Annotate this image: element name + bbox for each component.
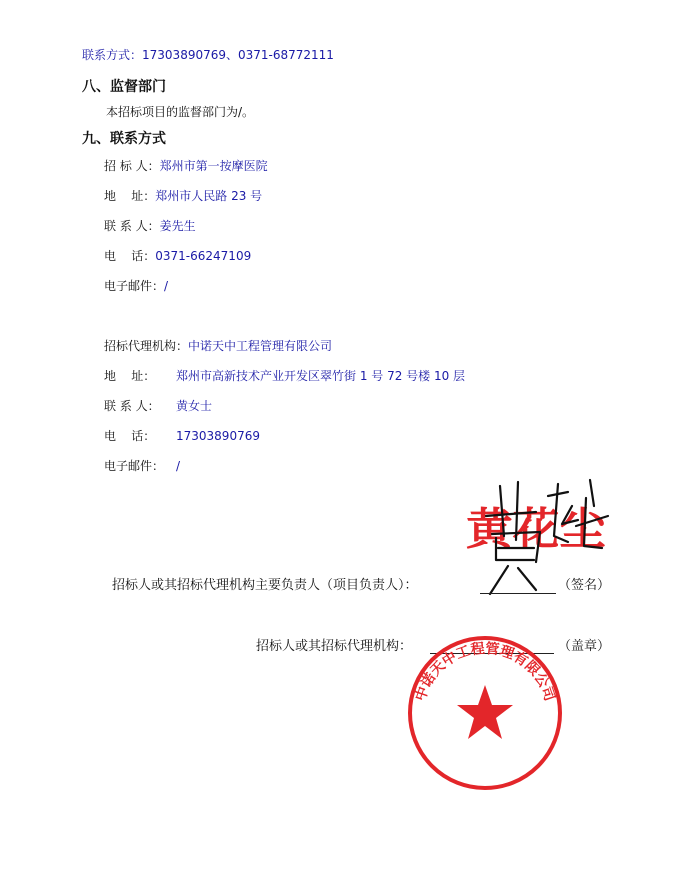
agency-contact-row	[104, 398, 212, 414]
tenderer-address-row	[104, 188, 262, 204]
signature-line-2-label: 招标人或其招标代理机构：	[256, 639, 413, 654]
tenderer-name-label: 招 标 人：	[104, 159, 160, 173]
signature-line-1-label: 招标人或其招标代理机构主要负责人（项目负责人）：	[112, 578, 418, 593]
section-9-title: 九、联系方式	[82, 131, 166, 147]
top-contact-line	[82, 47, 334, 63]
top-contact-value: 17303890769、0371-68772111	[142, 48, 334, 62]
tenderer-contact: 姜先生	[159, 219, 196, 233]
agency-phone-label: 电 话：	[104, 429, 156, 443]
tenderer-address: 郑州市人民路 23 号	[155, 189, 263, 203]
agency-contact-label: 联 系 人：	[104, 399, 160, 413]
agency-email-label: 电子邮件：	[104, 459, 165, 473]
agency-name: 中诺天中工程管理有限公司	[188, 339, 333, 353]
seal-text: 中诺天中工程管理有限公司	[412, 640, 558, 704]
section-8-text: 本招标项目的监督部门为/。	[106, 105, 255, 119]
agency-email-row	[104, 458, 180, 474]
tenderer-phone-row	[104, 248, 251, 264]
tenderer-email: /	[164, 279, 169, 293]
tenderer-phone: 0371-66247109	[155, 249, 252, 263]
agency-address: 郑州市高新技术产业开发区翠竹街 1 号 72 号楼 10 层	[176, 369, 466, 383]
tenderer-phone-label: 电 话：	[104, 249, 156, 263]
tenderer-address-label: 地 址：	[104, 189, 156, 203]
company-seal	[405, 633, 565, 793]
agency-phone-row	[104, 428, 260, 444]
tenderer-name-row	[104, 158, 268, 174]
signature-line-1-suffix: （签名）	[558, 578, 611, 593]
tenderer-email-row	[104, 278, 168, 294]
name-stamp-text: 黄花尘	[466, 504, 606, 555]
agency-phone: 17303890769	[176, 429, 260, 443]
agency-email: /	[176, 459, 181, 473]
agency-contact: 黄女士	[176, 399, 213, 413]
top-contact-label: 联系方式：	[82, 48, 143, 62]
signature-line-2-suffix: （盖章）	[558, 639, 611, 654]
tenderer-contact-row	[104, 218, 196, 234]
section-8-title: 八、监督部门	[82, 79, 166, 95]
seal-star-icon	[457, 685, 513, 739]
agency-name-label: 招标代理机构：	[104, 339, 189, 353]
tenderer-name: 郑州市第一按摩医院	[159, 159, 268, 173]
tenderer-contact-label: 联 系 人：	[104, 219, 160, 233]
agency-address-label: 地 址：	[104, 369, 156, 383]
agency-address-row	[104, 368, 465, 384]
signature-underline	[480, 593, 556, 594]
tenderer-email-label: 电子邮件：	[104, 279, 165, 293]
agency-name-row	[104, 338, 332, 354]
